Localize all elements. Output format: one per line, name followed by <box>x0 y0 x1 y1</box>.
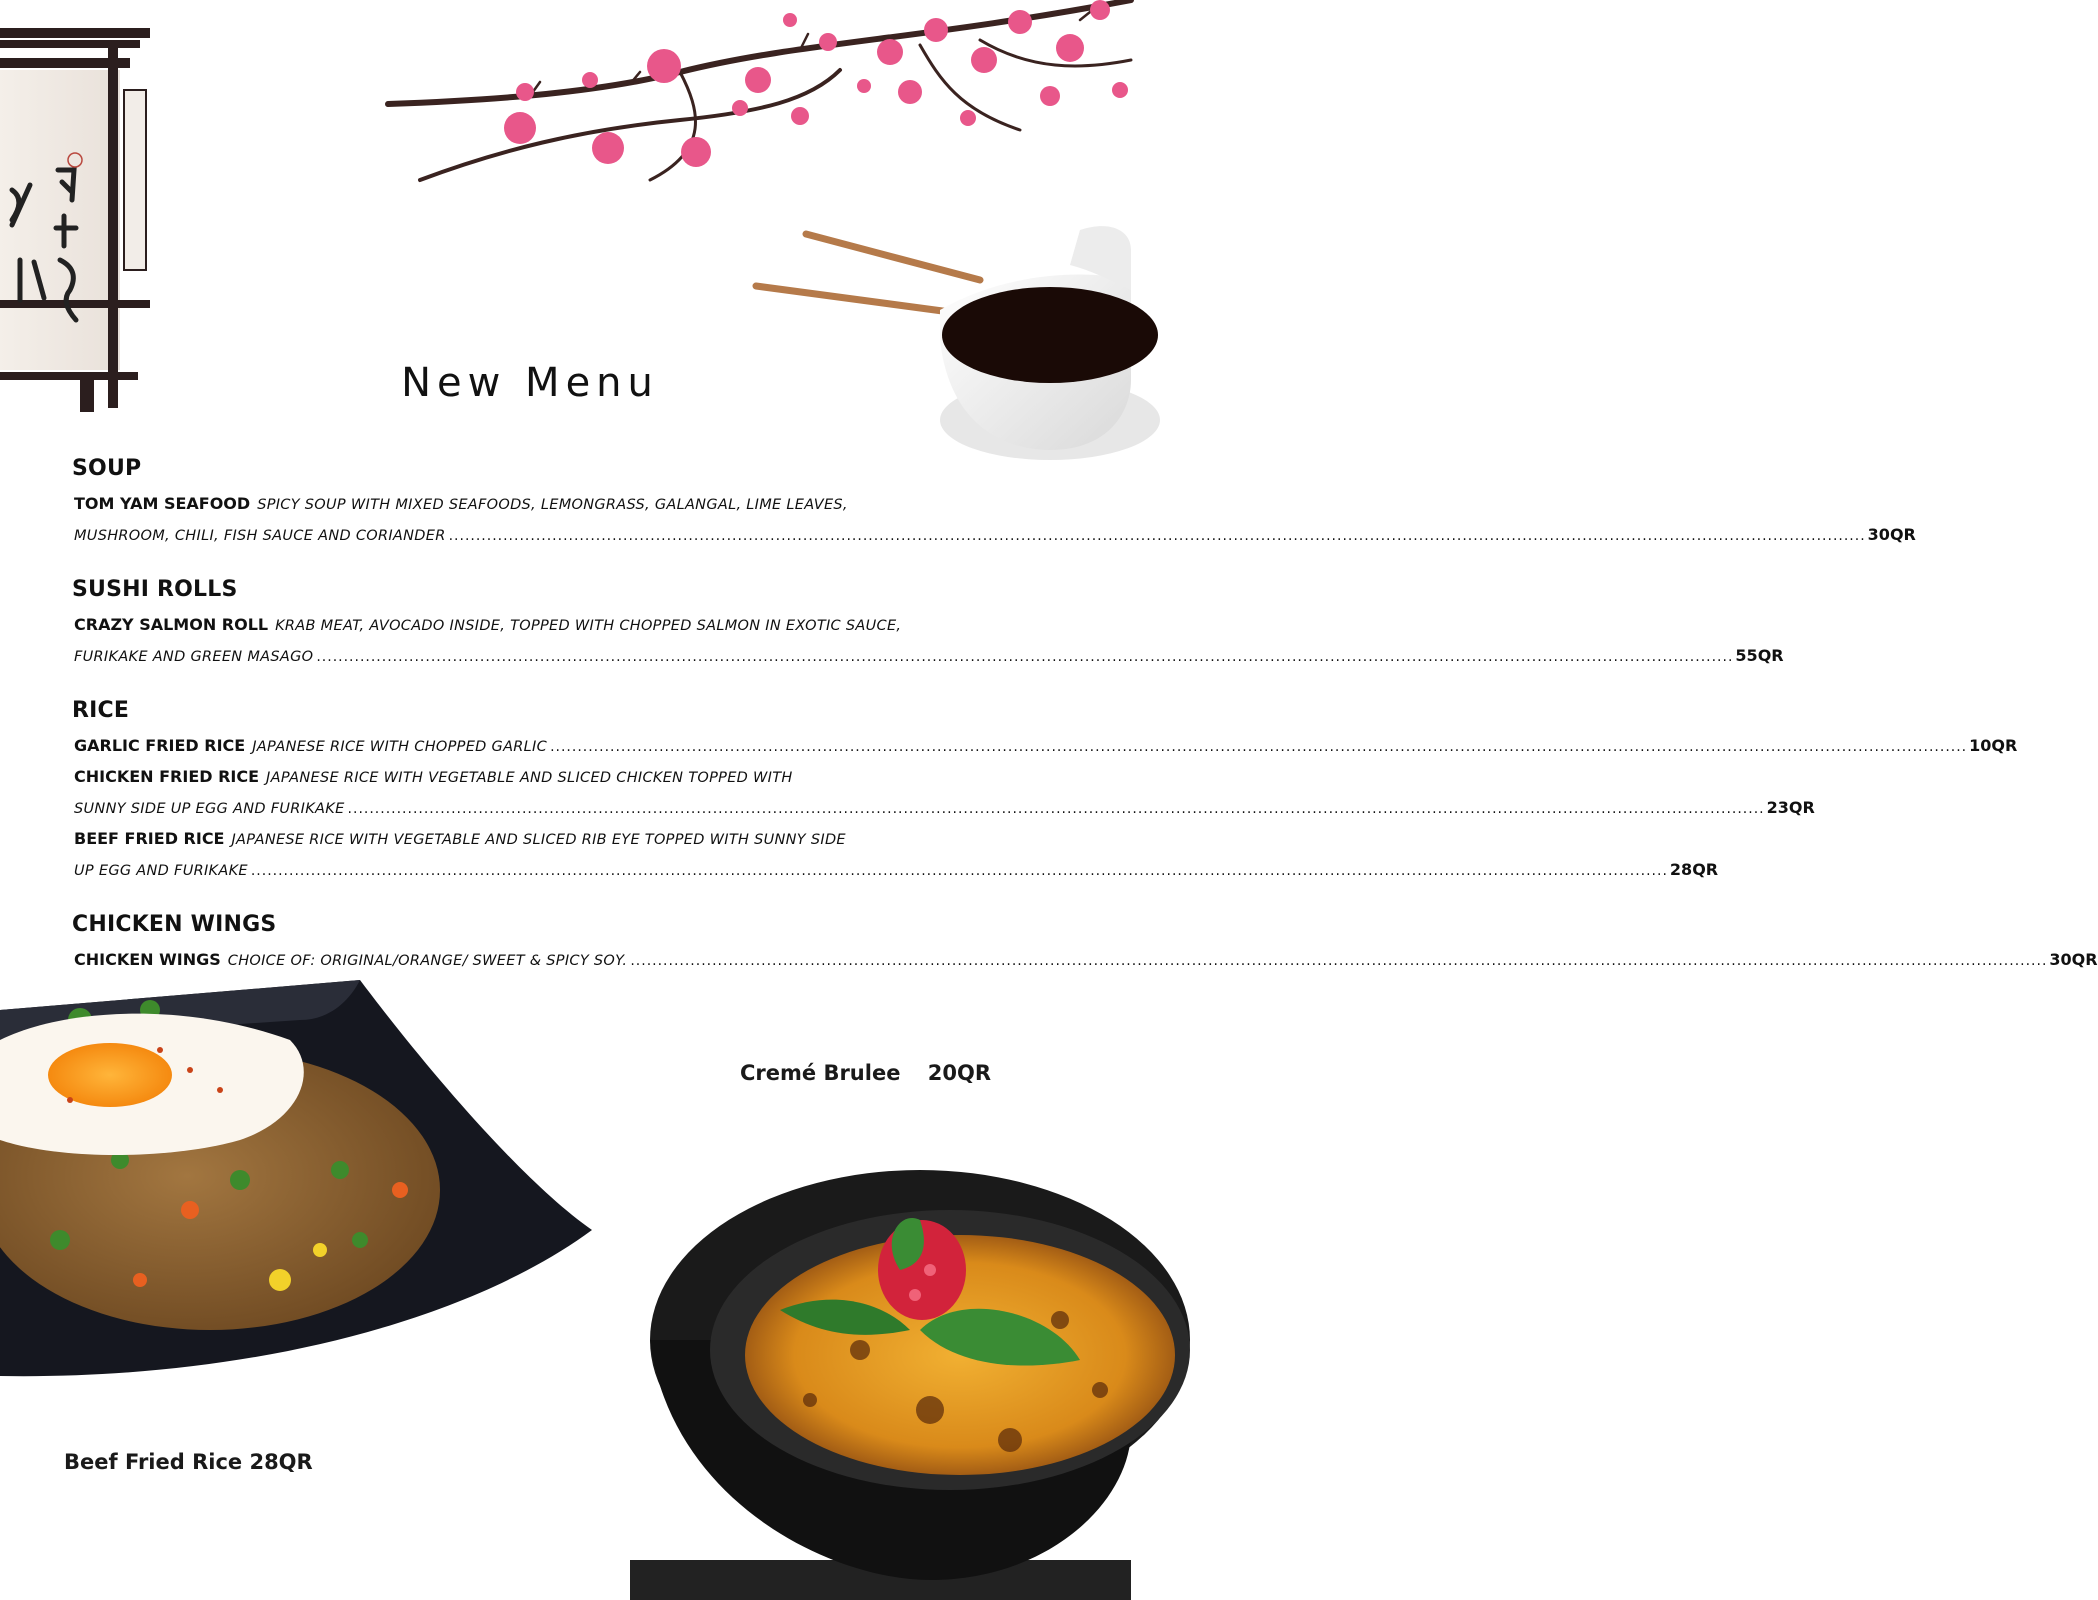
item-name: CRAZY SALMON ROLL <box>74 615 269 634</box>
section-title: SUSHI ROLLS <box>72 577 238 602</box>
page-title: New Menu <box>401 360 659 406</box>
menu-list <box>72 456 2098 1002</box>
section-title: RICE <box>72 698 130 723</box>
item-name: CHICKEN FRIED RICE <box>74 767 260 786</box>
menu-item-line <box>72 610 1054 641</box>
creme-brulee-photo <box>630 1180 1131 1600</box>
menu-section <box>72 698 2018 886</box>
beef-fried-rice-caption: Beef Fried Rice 28QR <box>64 1450 313 1474</box>
dot-leader: .................................................................................................................................................................................................................................................................... <box>448 528 1866 544</box>
dot-leader: .................................................................................................................................................................................................................................................................... <box>347 801 1765 817</box>
section-title: CHICKEN WINGS <box>72 912 277 937</box>
dot-leader: .................................................................................................................................................................................................................................................................... <box>250 863 1668 879</box>
item-price: 30QR <box>1867 525 1916 544</box>
item-description: MUSHROOM, CHILI, FISH SAUCE AND CORIANDER <box>74 528 446 544</box>
menu-section <box>72 912 2098 976</box>
item-price: 30QR <box>2049 950 2098 969</box>
menu-item <box>72 489 1916 551</box>
item-name: TOM YAM SEAFOOD <box>74 494 251 513</box>
dot-leader: .................................................................................................................................................................................................................................................................... <box>316 649 1734 665</box>
item-price: 55QR <box>1735 646 1784 665</box>
creme-brulee-price: 20QR <box>927 1061 992 1085</box>
menu-item-line <box>72 520 1916 551</box>
menu-item <box>72 945 2098 976</box>
menu-item <box>72 610 1784 672</box>
menu-item-line <box>72 762 1054 793</box>
item-description: SPICY SOUP WITH MIXED SEAFOODS, LEMONGRASS, GALANGAL, LIME LEAVES, <box>257 497 848 513</box>
menu-item-line <box>72 731 2018 762</box>
menu-item-line <box>72 945 2098 976</box>
item-description: KRAB MEAT, AVOCADO INSIDE, TOPPED WITH CHOPPED SALMON IN EXOTIC SAUCE, <box>275 618 902 634</box>
menu-item <box>72 824 1719 886</box>
section-title: SOUP <box>72 456 142 481</box>
item-description: SUNNY SIDE UP EGG AND FURIKAKE <box>74 801 345 817</box>
creme-brulee-name: Cremé Brulee <box>740 1061 901 1085</box>
item-price: 28QR <box>1669 860 1719 879</box>
dot-leader: .................................................................................................................................................................................................................................................................... <box>630 953 2048 969</box>
item-name: BEEF FRIED RICE <box>74 829 225 848</box>
beef-fried-rice-photo <box>0 980 600 1400</box>
menu-item <box>72 762 1815 824</box>
menu-item-line <box>72 855 1719 886</box>
menu-section <box>72 456 1916 551</box>
item-description: JAPANESE RICE WITH VEGETABLE AND SLICED RIB EYE TOPPED WITH SUNNY SIDE <box>231 832 846 848</box>
creme-brulee-caption <box>740 1061 991 1085</box>
menu-item <box>72 731 2018 762</box>
cherry-blossom-branch-image <box>380 0 1131 210</box>
item-description: CHOICE OF: ORIGINAL/ORANGE/ SWEET & SPICY SOY. <box>227 953 628 969</box>
item-description: FURIKAKE AND GREEN MASAGO <box>74 649 314 665</box>
menu-item-line <box>72 641 1784 672</box>
dot-leader: .................................................................................................................................................................................................................................................................... <box>550 739 1968 755</box>
menu-section <box>72 577 1784 672</box>
menu-item-line <box>72 824 1054 855</box>
item-name: CHICKEN WINGS <box>74 950 221 969</box>
item-price: 23QR <box>1766 798 1815 817</box>
menu-item-line <box>72 793 1815 824</box>
item-price: 10QR <box>1969 736 2018 755</box>
item-name: GARLIC FRIED RICE <box>74 736 246 755</box>
menu-item-line <box>72 489 1054 520</box>
paper-lantern-image <box>0 0 160 420</box>
item-description: JAPANESE RICE WITH CHOPPED GARLIC <box>252 739 548 755</box>
soy-sauce-bowl-image <box>750 210 1131 470</box>
item-description: JAPANESE RICE WITH VEGETABLE AND SLICED CHICKEN TOPPED WITH <box>266 770 793 786</box>
item-description: UP EGG AND FURIKAKE <box>74 863 248 879</box>
